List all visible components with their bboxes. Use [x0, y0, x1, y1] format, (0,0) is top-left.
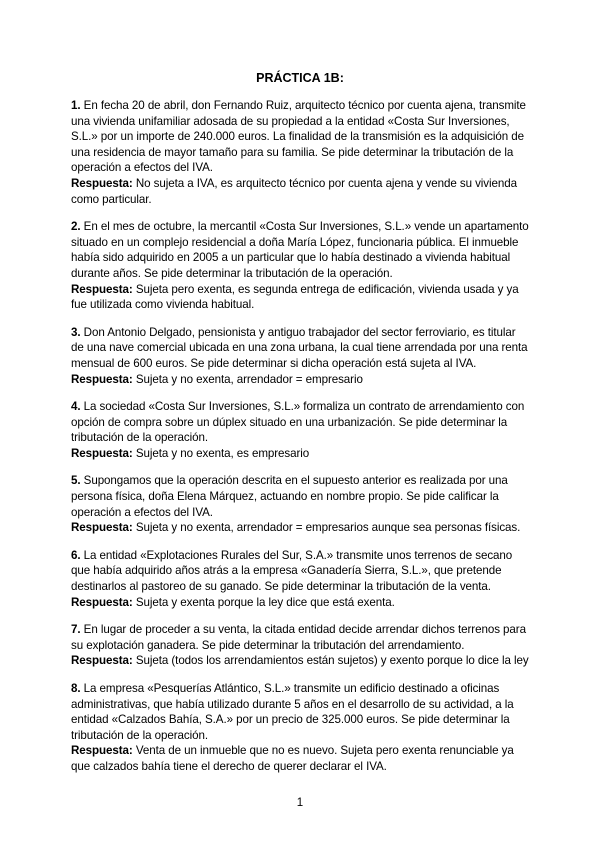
exercise-answer: [71, 372, 531, 388]
answer-text: Venta de un inmueble que no es nuevo. Sujeta pero exenta renunciable ya que calzados bahía tiene el derecho de querer declarar el IVA.: [71, 744, 514, 773]
exercise-statement: [71, 681, 531, 743]
exercise-number: 7.: [71, 623, 81, 637]
answer-text: Sujeta pero exenta, es segunda entrega de edificación, vivienda usada y ya fue utilizada como vivienda habitual.: [71, 282, 519, 312]
answer-text: No sujeta a IVA, es arquitecto técnico por cuenta ajena y vende su vivienda como particular.: [71, 176, 517, 206]
statement-text: En el mes de octubre, la mercantil «Costa Sur Inversiones, S.L.» vende un apartamento situado en un complejo residencial a doña María López, funcionaria pública. El inmueble había sido adquirido en 2005 a un particular que lo había destinado a vivienda habitual durante años. Se pide determinar la tributación de la operación.: [71, 220, 529, 280]
exercise-8: [71, 681, 531, 775]
response-label: Respuesta:: [71, 372, 133, 386]
response-label: Respuesta:: [71, 595, 133, 609]
exercise-number: 4.: [71, 400, 81, 414]
exercise-4: [71, 399, 531, 461]
response-label: Respuesta:: [71, 654, 133, 668]
answer-text: Sujeta y exenta porque la ley dice que está exenta.: [135, 595, 395, 609]
exercise-3: [71, 325, 531, 387]
response-label: Respuesta:: [71, 176, 133, 190]
exercise-list: [71, 98, 531, 787]
statement-text: La empresa «Pesquerías Atlántico, S.L.» transmite un edificio destinado a oficinas administrativas, que había utilizado durante 5 años en el desarrollo de su actividad, a la entidad «Calzados Bahía, S.A.» por un precio de 325.000 euros. Se pide determinar la tributación de la operación.: [71, 682, 514, 742]
exercise-1: [71, 98, 531, 207]
statement-text: En fecha 20 de abril, don Fernando Ruiz, arquitecto técnico por cuenta ajena, transmite una vivienda unifamiliar adosada de su propiedad a la entidad «Costa Sur Inversiones, S.L.» por un importe de 240.000 euros. La finalidad de la transmisión es la adquisición de una residencia de mayor tamaño para su familia. Se pide determinar la tributación de la operación a efectos del IVA.: [71, 99, 526, 175]
exercise-statement: [71, 399, 531, 446]
answer-text: Sujeta y no exenta, arrendador = empresarios aunque sea personas físicas.: [135, 521, 521, 535]
statement-text: En lugar de proceder a su venta, la citada entidad decide arrendar dichos terrenos para su explotación ganadera. Se pide determinar la tributación del arrendamiento.: [71, 623, 526, 652]
answer-text: Sujeta (todos los arrendamientos están sujetos) y exento porque lo dice la ley: [135, 654, 529, 668]
exercise-answer: [71, 653, 531, 669]
exercise-2: [71, 219, 531, 313]
exercise-statement: [71, 548, 531, 595]
exercise-7: [71, 622, 531, 669]
exercise-number: 6.: [71, 548, 81, 562]
exercise-answer: [71, 520, 531, 536]
exercise-statement: [71, 473, 531, 520]
document-title: PRÁCTICA 1B:: [256, 71, 344, 85]
statement-text: La sociedad «Costa Sur Inversiones, S.L.» formaliza un contrato de arrendamiento con opción de compra sobre un dúplex situado en una urbanización. Se pide determinar la tributación de la operación.: [71, 400, 525, 445]
exercise-answer: [71, 282, 531, 313]
statement-text: La entidad «Explotaciones Rurales del Sur, S.A.» transmite unos terrenos de secano que había adquirido años atrás a la empresa «Ganadería Sierra, S.L.», que pretende destinarlos al pastoreo de su ganado. Se pide determinar la tributación de la venta.: [71, 548, 513, 594]
exercise-6: [71, 548, 531, 610]
exercise-number: 8.: [71, 682, 81, 695]
page-number: 1: [296, 797, 304, 809]
exercise-answer: [71, 595, 531, 611]
exercise-statement: [71, 219, 531, 281]
answer-text: Sujeta y no exenta, es empresario: [135, 446, 310, 460]
exercise-number: 1.: [71, 99, 81, 112]
exercise-answer: [71, 743, 531, 774]
exercise-statement: [71, 622, 531, 653]
response-label: Respuesta:: [71, 446, 133, 460]
response-label: Respuesta:: [71, 282, 133, 296]
response-label: Respuesta:: [71, 744, 133, 758]
answer-text: Sujeta y no exenta, arrendador = empresario: [135, 372, 363, 386]
exercise-number: 3.: [71, 325, 81, 339]
exercise-statement: [71, 98, 531, 176]
exercise-answer: [71, 176, 531, 207]
exercise-answer: [71, 446, 531, 462]
statement-text: Supongamos que la operación descrita en el supuesto anterior es realizada por una persona física, doña Elena Márquez, actuando en nombre propio. Se pide calificar la operación a efectos del IVA.: [71, 474, 508, 519]
exercise-5: [71, 473, 531, 535]
response-label: Respuesta:: [71, 521, 133, 535]
exercise-number: 2.: [71, 220, 81, 234]
exercise-statement: [71, 325, 531, 372]
exercise-number: 5.: [71, 474, 81, 488]
statement-text: Don Antonio Delgado, pensionista y antiguo trabajador del sector ferroviario, es titular de una nave comercial ubicada en una zona urbana, la cual tiene arrendada por una renta mensual de 600 euros. Se pide determinar si dicha operación está sujeta al IVA.: [71, 325, 528, 370]
